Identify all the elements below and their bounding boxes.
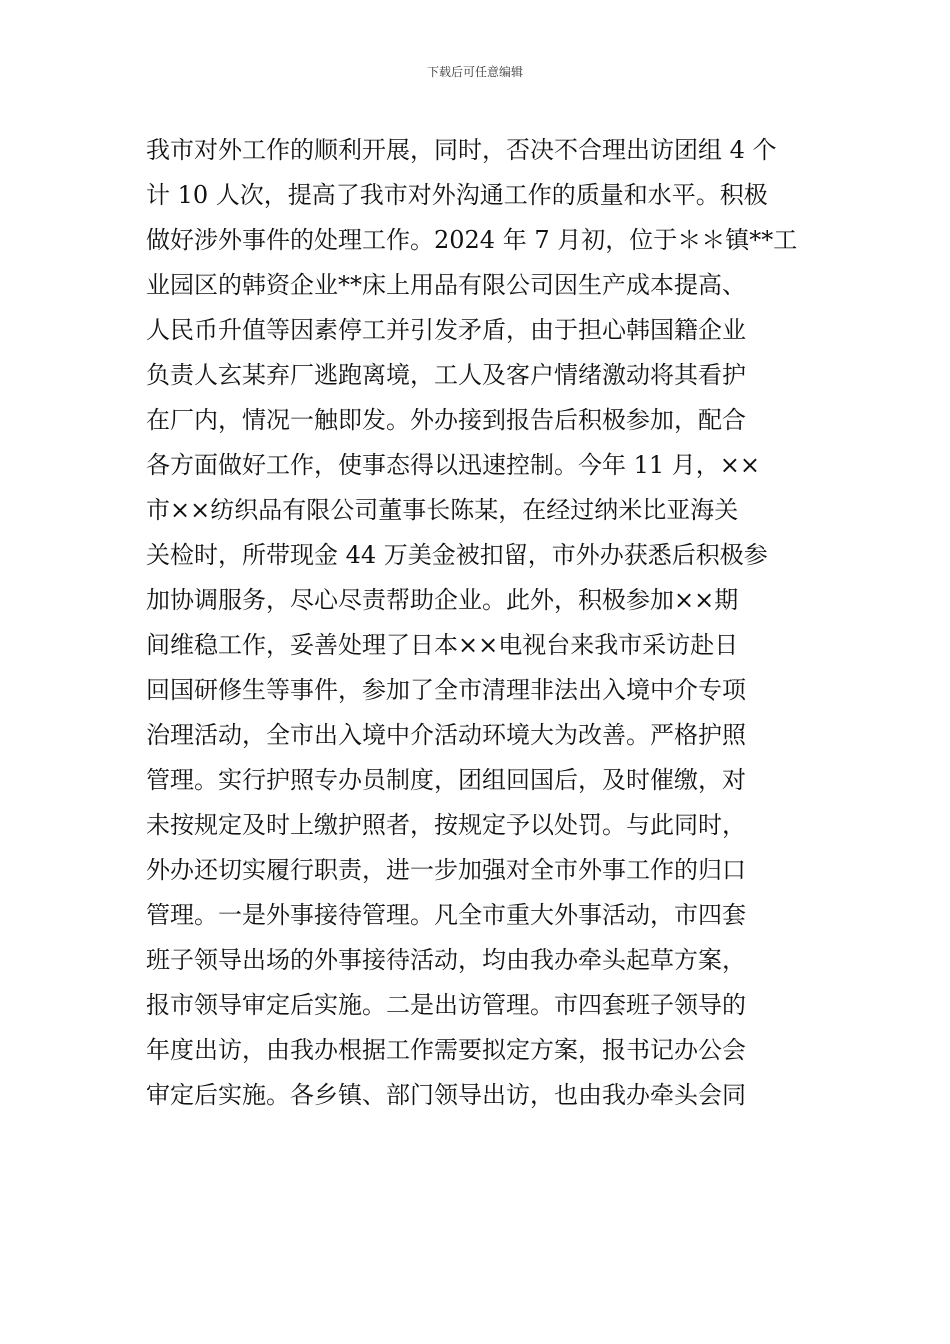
text-line: 治理活动，全市出入境中介活动环境大为改善。严格护照	[146, 721, 746, 749]
text-line: 计 10 人次，提高了我市对外沟通工作的质量和水平。积极	[146, 181, 768, 209]
text-line: 做好涉外事件的处理工作。2024 年 7 月初，位于＊＊镇**工	[146, 226, 798, 254]
text-line: 业园区的韩资企业**床上用品有限公司因生产成本提高、	[146, 271, 746, 299]
text-line: 加协调服务，尽心尽责帮助企业。此外，积极参加××期	[146, 586, 739, 614]
text-line: 未按规定及时上缴护照者，按规定予以处罚。与此同时，	[146, 811, 746, 839]
text-line: 回国研修生等事件，参加了全市清理非法出入境中介专项	[146, 676, 746, 704]
text-line: 各方面做好工作，使事态得以迅速控制。今年 11 月，××	[146, 451, 761, 479]
text-line: 在厂内，情况一触即发。外办接到报告后积极参加，配合	[146, 406, 746, 434]
text-line: 报市领导审定后实施。二是出访管理。市四套班子领导的	[146, 991, 746, 1019]
text-line: 外办还切实履行职责，进一步加强对全市外事工作的归口	[146, 856, 746, 884]
text-line: 关检时，所带现金 44 万美金被扣留，市外办获悉后积极参	[146, 541, 768, 569]
text-line: 人民币升值等因素停工并引发矛盾，由于担心韩国籍企业	[146, 316, 746, 344]
body-paragraph	[146, 128, 818, 1118]
text-line: 管理。一是外事接待管理。凡全市重大外事活动，市四套	[146, 901, 746, 929]
text-line: 班子领导出场的外事接待活动，均由我办牵头起草方案，	[146, 946, 746, 974]
text-line: 负责人玄某弃厂逃跑离境，工人及客户情绪激动将其看护	[146, 361, 746, 389]
text-line: 间维稳工作，妥善处理了日本××电视台来我市采访赴日	[146, 631, 739, 659]
text-line: 市××纺织品有限公司董事长陈某，在经过纳米比亚海关	[146, 496, 739, 524]
page-header: 下载后可任意编辑	[426, 65, 523, 79]
text-line: 年度出访，由我办根据工作需要拟定方案，报书记办公会	[146, 1036, 746, 1064]
text-line: 我市对外工作的顺利开展，同时，否决不合理出访团组 4 个	[146, 136, 777, 164]
text-line: 管理。实行护照专办员制度，团组回国后，及时催缴，对	[146, 766, 746, 794]
text-line: 审定后实施。各乡镇、部门领导出访，也由我办牵头会同	[146, 1081, 746, 1109]
